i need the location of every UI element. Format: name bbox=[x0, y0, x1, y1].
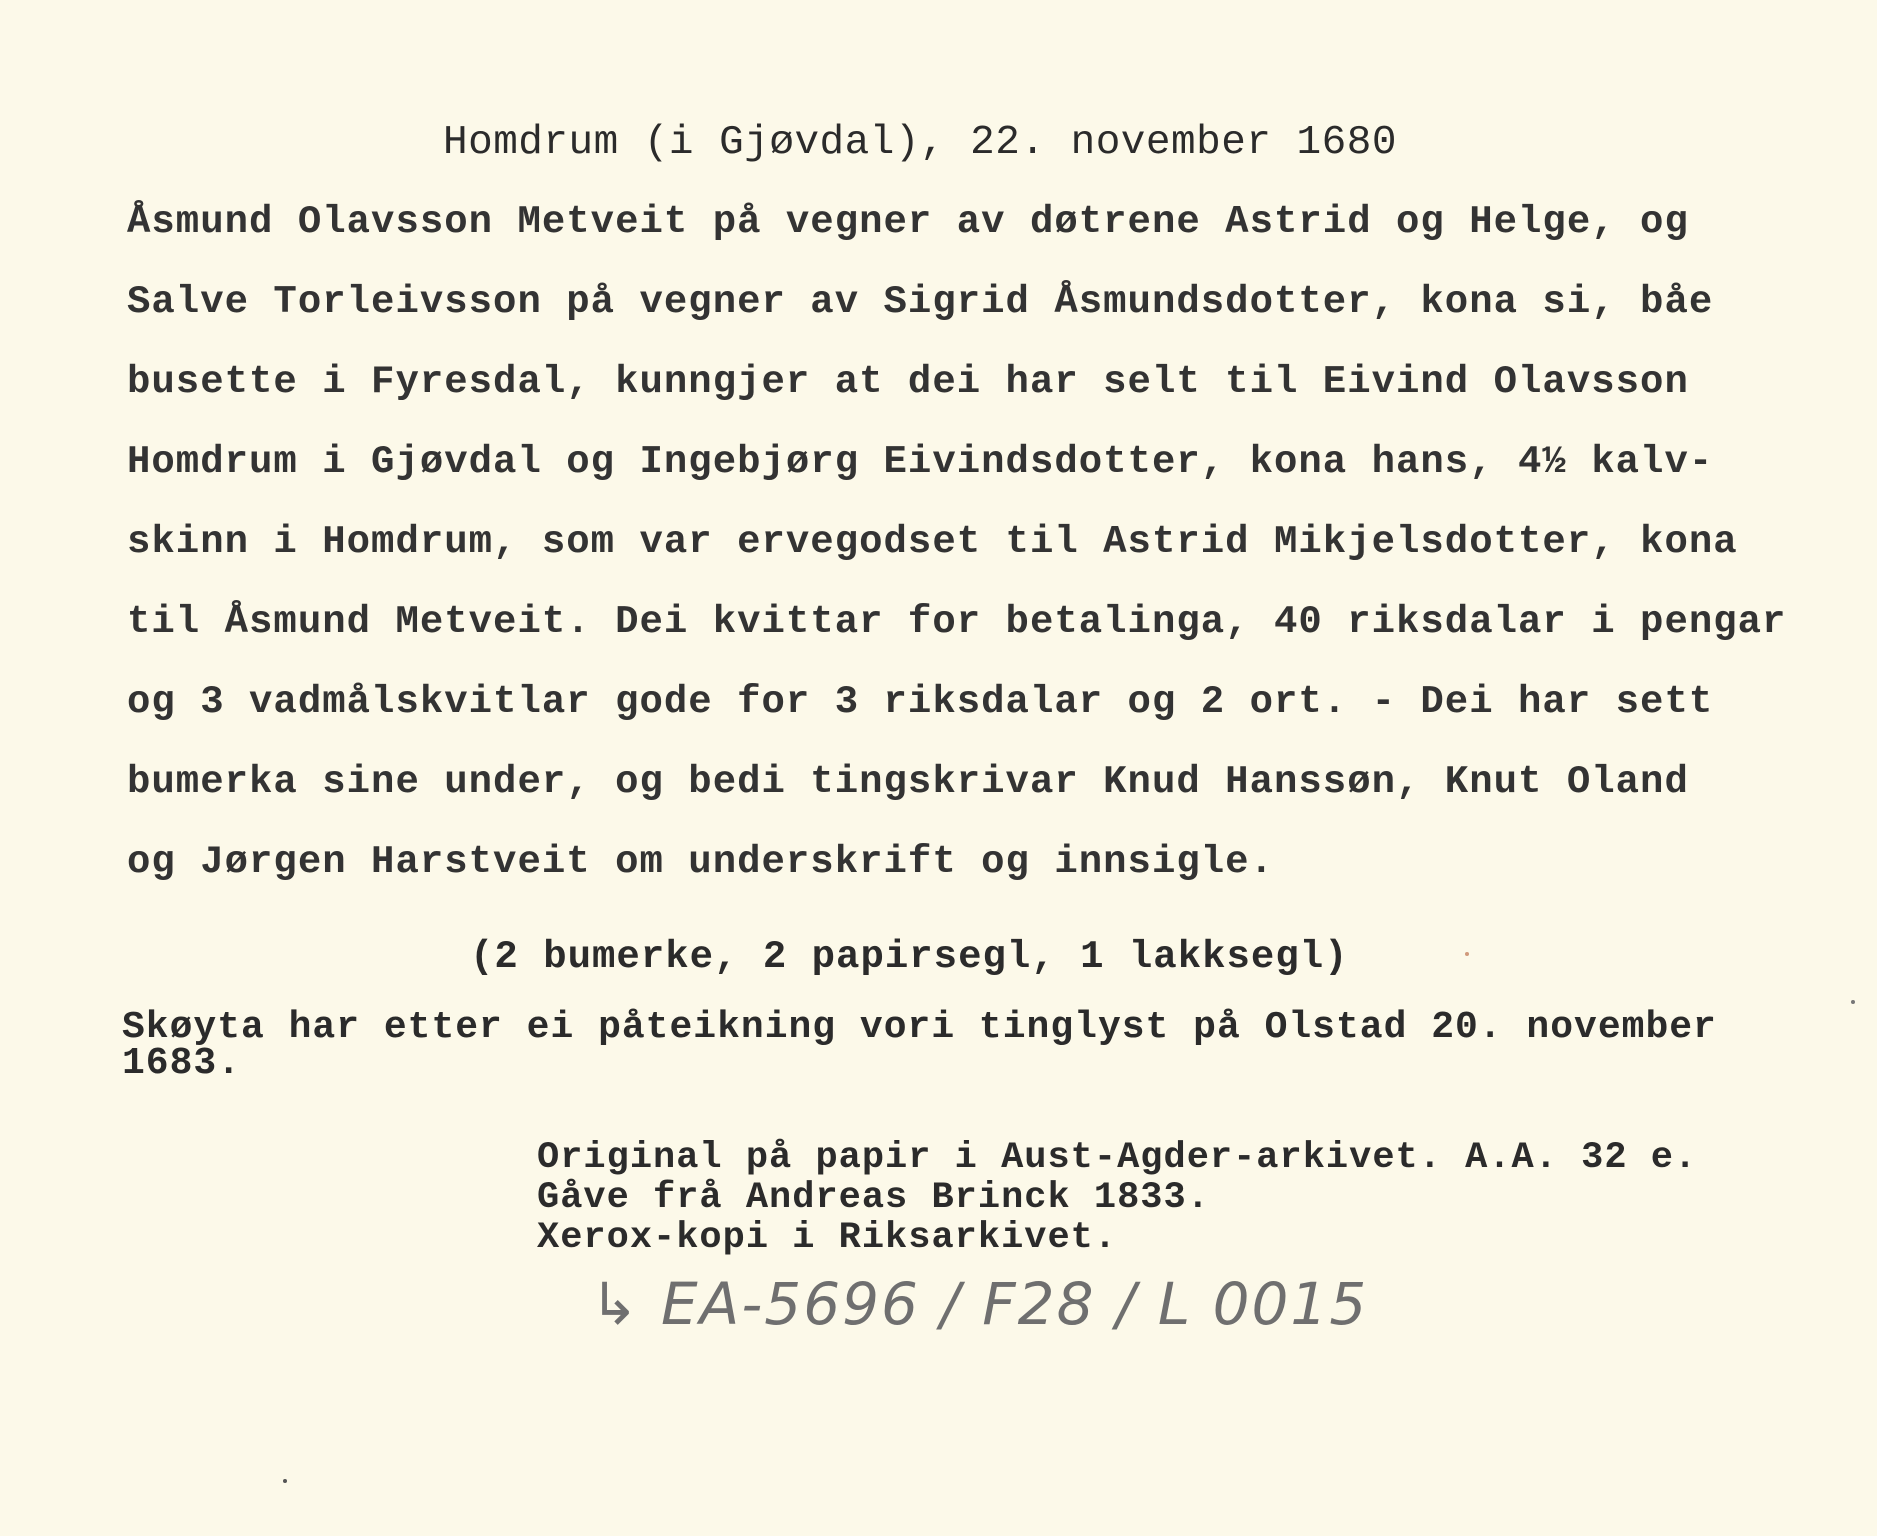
body-line-6: til Åsmund Metveit. Dei kvittar for betalinga, 40 riksdalar i pengar bbox=[127, 600, 1787, 644]
paper-speck bbox=[1851, 1000, 1855, 1004]
source-line-2: Gåve frå Andreas Brinck 1833. bbox=[537, 1177, 1210, 1219]
body-line-8: bumerka sine under, og bedi tingskrivar Knud Hanssøn, Knut Oland bbox=[127, 760, 1689, 804]
body-line-2: Salve Torleivsson på vegner av Sigrid Åsmundsdotter, kona si, båe bbox=[127, 280, 1714, 324]
body-line-5: skinn i Homdrum, som var ervegodset til Astrid Mikjelsdotter, kona bbox=[127, 520, 1738, 564]
body-line-1: Åsmund Olavsson Metveit på vegner av døtrene Astrid og Helge, og bbox=[127, 200, 1689, 244]
paper-speck bbox=[283, 1479, 287, 1483]
source-citation bbox=[537, 1138, 1697, 1258]
body-line-4: Homdrum i Gjøvdal og Ingebjørg Eivindsdotter, kona hans, 4½ kalv- bbox=[127, 440, 1714, 484]
seals-note: (2 bumerke, 2 papirsegl, 1 lakksegl) bbox=[470, 935, 1349, 979]
paper-speck bbox=[1465, 952, 1469, 956]
source-line-1: Original på papir i Aust-Agder-arkivet. A.A. 32 e. bbox=[537, 1137, 1698, 1179]
body-line-3: busette i Fyresdal, kunngjer at dei har selt til Eivind Olavsson bbox=[127, 360, 1689, 404]
registration-note bbox=[122, 1006, 1717, 1085]
registration-note-line-1: Skøyta har etter ei påteikning vori tinglyst på Olstad 20. november bbox=[122, 1006, 1717, 1049]
registration-note-line-2: 1683. bbox=[122, 1042, 242, 1085]
document-heading: Homdrum (i Gjøvdal), 22. november 1680 bbox=[443, 120, 1397, 166]
source-line-3: Xerox-kopi i Riksarkivet. bbox=[537, 1217, 1118, 1259]
archive-reference: ↳ EA-5696 / F28 / L 0015 bbox=[590, 1270, 1369, 1338]
body-line-9: og Jørgen Harstveit om underskrift og innsigle. bbox=[127, 840, 1274, 884]
body-line-7: og 3 vadmålskvitlar gode for 3 riksdalar og 2 ort. - Dei har sett bbox=[127, 680, 1714, 724]
